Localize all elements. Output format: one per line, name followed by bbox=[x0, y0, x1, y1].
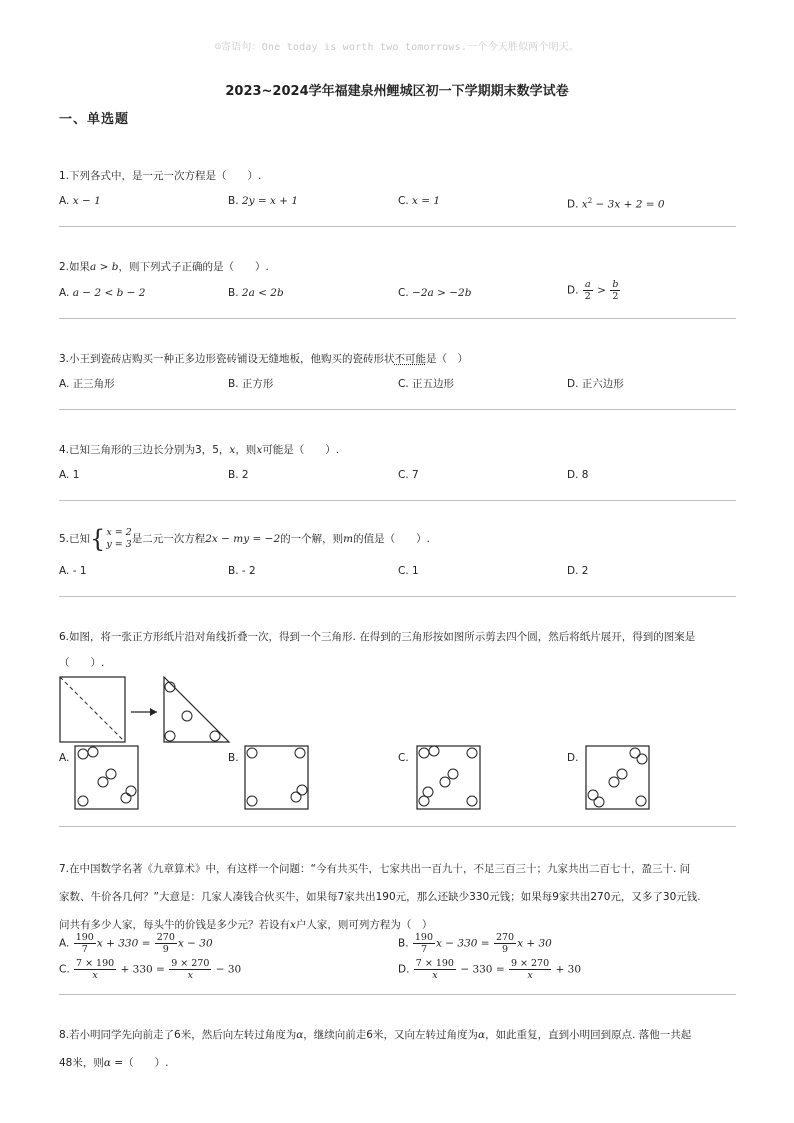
q3-option-a[interactable]: A. 正三角形 bbox=[59, 378, 115, 390]
q4-option-c[interactable]: C. 7 bbox=[398, 469, 419, 481]
q4-option-b[interactable]: B. 2 bbox=[228, 469, 249, 481]
divider bbox=[59, 409, 736, 410]
question-8-stem: 8.若小明同学先向前走了6米，然后向左转过角度为α，继续向前走6米，又向左转过角度为α，如此重复，直到小明回到原点. 落他一共起 48米，则α =（ ）. bbox=[59, 1029, 692, 1069]
divider bbox=[59, 500, 736, 501]
q6-option-c-figure[interactable] bbox=[416, 745, 482, 811]
question-1-stem: 1.下列各式中，是一元一次方程是（ ）. bbox=[59, 170, 262, 182]
header-motto: ☺寄语句：One today is worth two tomorrows.一个今天胜似两个明天。 bbox=[214, 42, 580, 53]
q2-option-d[interactable]: D. $\frac{a}{2}$ > $\frac{b}{2}$ bbox=[567, 279, 619, 302]
q3-option-b[interactable]: B. 正方形 bbox=[228, 378, 274, 390]
divider bbox=[59, 826, 736, 827]
cut-circle bbox=[210, 731, 220, 741]
q7-option-b[interactable]: B. $\frac{190}{7}$ x − 330 = $\frac{270}{9}$ x + 30 bbox=[398, 932, 552, 955]
brace-symbol: { bbox=[90, 525, 106, 553]
q2-option-c[interactable]: C. −2a > −2b bbox=[398, 287, 472, 299]
question-2-stem: 2.如果a > b，则下列式子正确的是（ ）. bbox=[59, 261, 269, 273]
arrow-head-icon bbox=[150, 708, 157, 716]
q6-option-d-figure[interactable] bbox=[585, 745, 651, 811]
divider bbox=[59, 994, 736, 995]
q4-option-a[interactable]: A. 1 bbox=[59, 469, 80, 481]
q6-option-b-figure[interactable] bbox=[244, 745, 310, 811]
q6-option-b-label[interactable]: B. bbox=[228, 752, 239, 764]
q1-option-c[interactable]: C. x = 1 bbox=[398, 195, 441, 207]
question-6-stem-line1: 6.如图，将一张正方形纸片沿对角线折叠一次，得到一个三角形. 在得到的三角形按如图所示剪去四个圆，然后将纸片展开，得到的图案是 bbox=[59, 631, 696, 643]
q1-option-d[interactable]: D. $x^2 - 3x + 2 = 0$ bbox=[567, 197, 665, 211]
q4-option-d[interactable]: D. 8 bbox=[567, 469, 589, 481]
divider bbox=[59, 318, 736, 319]
q6-option-a-figure[interactable] bbox=[74, 745, 140, 811]
q3-option-c[interactable]: C. 正五边形 bbox=[398, 378, 455, 390]
q6-option-c-label[interactable]: C. bbox=[398, 752, 409, 764]
q2-option-a[interactable]: A. a − 2 < b − 2 bbox=[59, 287, 146, 299]
q2-option-b[interactable]: B. 2a < 2b bbox=[228, 287, 284, 299]
question-5-stem: 5.已知{ x = 2 y = 3 是二元一次方程2x − my = −2的一个解，则m的值是（ ）. bbox=[59, 525, 430, 553]
cut-circle bbox=[182, 711, 192, 721]
q5-option-d[interactable]: D. 2 bbox=[567, 565, 589, 577]
q1-option-a[interactable]: A. x − 1 bbox=[59, 195, 101, 207]
q1-option-b[interactable]: B. 2y = x + 1 bbox=[228, 195, 299, 207]
fold-line bbox=[60, 677, 125, 742]
emphasized-text: 不可能 bbox=[394, 353, 427, 365]
q6-option-d-label[interactable]: D. bbox=[567, 752, 579, 764]
q7-option-a[interactable]: A. $\frac{190}{7}$ x + 330 = $\frac{270}{9}$ x − 30 bbox=[59, 932, 213, 955]
divider bbox=[59, 596, 736, 597]
question-3-stem: 3.小王到瓷砖店购买一种正多边形瓷砖铺设无缝地板，他购买的瓷砖形状不可能是（ ） bbox=[59, 353, 469, 365]
q5-option-b[interactable]: B. - 2 bbox=[228, 565, 256, 577]
page-title: 2023~2024学年福建泉州鲤城区初一下学期期末数学试卷 bbox=[225, 84, 569, 99]
q5-option-a[interactable]: A. - 1 bbox=[59, 565, 87, 577]
divider bbox=[59, 226, 736, 227]
equation-system: x = 2 y = 3 bbox=[106, 527, 132, 550]
q5-option-c[interactable]: C. 1 bbox=[398, 565, 419, 577]
question-4-stem: 4.已知三角形的三边长分别为3，5，x，则x可能是（ ）. bbox=[59, 444, 340, 456]
question-7-stem: 7.在中国数学名著《九章算术》中，有这样一个问题：“今有共买牛，七家共出一百九十，不足三百三十；九家共出二百七十，盈三十. 问 家数、牛价各几何？”大意是：几家人凑钱合伙买牛，如果每7家共出190元，那么还缺少330元钱；如果每9家共出270元，又多了30元钱. 问共有多少人家，每头牛的价钱是多少元？若设有x户人家，则可列方程为（ ） bbox=[59, 863, 701, 931]
q6-option-a-label[interactable]: A. bbox=[59, 752, 70, 764]
section-heading: 一、单选题 bbox=[59, 112, 130, 127]
cut-circle bbox=[165, 731, 175, 741]
q3-option-d[interactable]: D. 正六边形 bbox=[567, 378, 624, 390]
q7-option-d[interactable]: D. $\frac{7 \times 190}{x}$ − 330 = $\frac{9 \times 270}{x}$ + 30 bbox=[398, 958, 581, 981]
fold-diagram bbox=[59, 676, 239, 744]
q7-option-c[interactable]: C. $\frac{7 \times 190}{x}$ + 330 = $\frac{9 \times 270}{x}$ − 30 bbox=[59, 958, 242, 981]
question-6-stem-line2: （ ）. bbox=[59, 657, 105, 669]
